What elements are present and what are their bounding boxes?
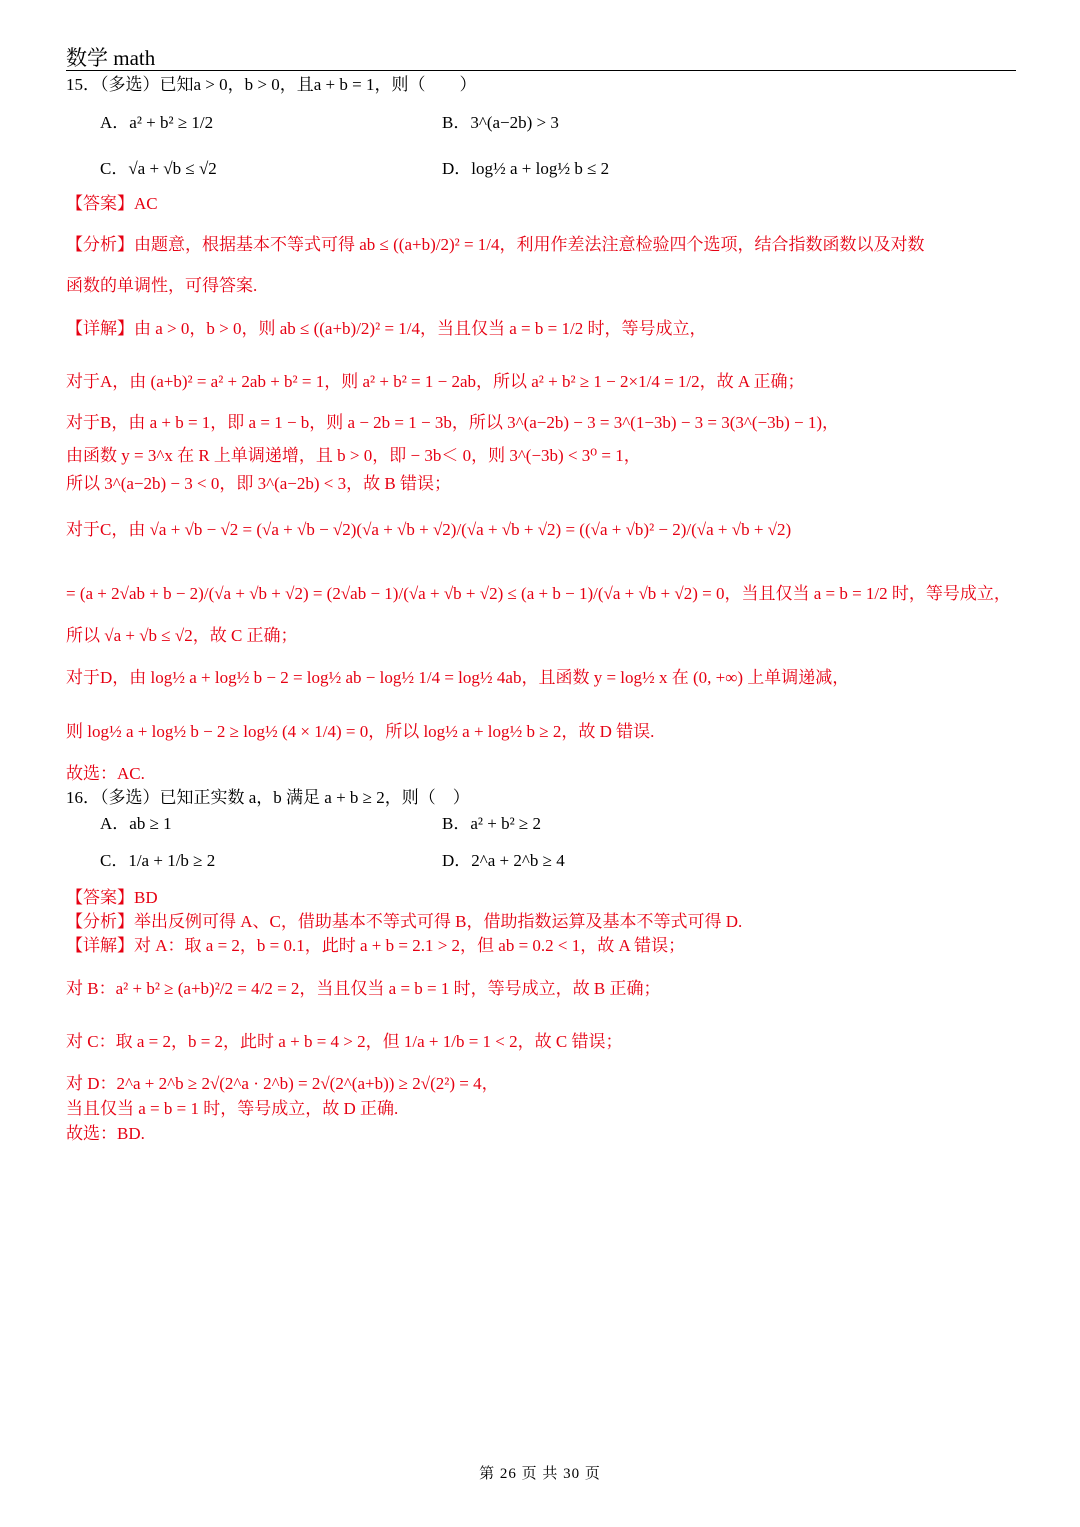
q16-detail-a: 【详解】对 A：取 a = 2，b = 0.1，此时 a + b = 2.1 > 2，但 ab = 0.2 < 1，故 A 错误；	[66, 936, 686, 955]
q15-detail-b2: 由函数 y = 3^x 在 R 上单调递增，且 b > 0，即 − 3b＜ 0，则 3^(−3b) < 3⁰ = 1，	[66, 446, 641, 465]
q15-option-d: D．log½ a + log½ b ≤ 2	[442, 159, 610, 178]
q15-detail-c1: 对于C，由 √a + √b − √2 = (√a + √b − √2)(√a + √b + √2)/(√a + √b + √2) = ((√a + √b)² − 2)/(√a + √b + √2)	[66, 520, 792, 539]
q16-analysis: 【分析】举出反例可得 A、C，借助基本不等式可得 B，借助指数运算及基本不等式可得 D.	[66, 912, 743, 931]
q16-detail-b: 对 B：a² + b² ≥ (a+b)²/2 = 4/2 = 2，当且仅当 a = b = 1 时，等号成立，故 B 正确；	[66, 979, 661, 998]
q16-option-b: B．a² + b² ≥ 2	[442, 814, 541, 833]
q16-option-d: D．2^a + 2^b ≥ 4	[442, 851, 565, 870]
q15-detail-c2: = (a + 2√ab + b − 2)/(√a + √b + √2) = (2√ab − 1)/(√a + √b + √2) ≤ (a + b − 1)/(√a + √b + √2) = 0，当且仅当 a = b = 1/2 时，等号成立，	[66, 584, 1011, 603]
q15-analysis: 【分析】由题意，根据基本不等式可得 ab ≤ ((a+b)/2)² = 1/4，利用作差法注意检验四个选项，结合指数函数以及对数	[66, 235, 925, 254]
q15-detail-d2: 则 log½ a + log½ b − 2 ≥ log½ (4 × 1/4) = 0，所以 log½ a + log½ b ≥ 2，故 D 错误.	[66, 722, 655, 741]
q15-detail-c3: 所以 √a + √b ≤ √2，故 C 正确；	[66, 626, 298, 645]
q16-choose: 故选：BD.	[66, 1124, 145, 1143]
q15-option-a: A．a² + b² ≥ 1/2	[100, 113, 214, 132]
q15-answer: 【答案】AC	[66, 194, 158, 213]
q15-analysis-cont: 函数的单调性，可得答案.	[66, 276, 258, 295]
q15-option-c: C．√a + √b ≤ √2	[100, 159, 217, 178]
q16-answer: 【答案】BD	[66, 888, 158, 907]
header-rule	[66, 70, 1016, 71]
q15-detail-a: 对于A，由 (a+b)² = a² + 2ab + b² = 1，则 a² + b² = 1 − 2ab，所以 a² + b² ≥ 1 − 2×1/4 = 1/2，故 A 正确；	[66, 372, 805, 391]
page-footer: 第 26 页 共 30 页	[479, 1466, 601, 1482]
q15-detail-d1: 对于D，由 log½ a + log½ b − 2 = log½ ab − log½ 1/4 = log½ 4ab，且函数 y = log½ x 在 (0, +∞) 上单调递减，	[66, 668, 850, 687]
q15-detail-b3: 所以 3^(a−2b) − 3 < 0，即 3^(a−2b) < 3，故 B 错误；	[66, 474, 451, 493]
q16-detail-d: 对 D：2^a + 2^b ≥ 2√(2^a · 2^b) = 2√(2^(a+b)) ≥ 2√(2²) = 4，	[66, 1074, 499, 1093]
page-header-title: 数学 math	[66, 46, 156, 70]
q16-detail-c: 对 C：取 a = 2，b = 2，此时 a + b = 4 > 2，但 1/a + 1/b = 1 < 2，故 C 错误；	[66, 1032, 623, 1051]
q15-choose: 故选：AC.	[66, 764, 145, 783]
q16-option-a: A．ab ≥ 1	[100, 814, 172, 833]
q15-stem: 15．（多选）已知a > 0，b > 0，且a + b = 1，则（ ）	[66, 75, 477, 94]
q16-option-c: C．1/a + 1/b ≥ 2	[100, 851, 216, 870]
q15-detail-b1: 对于B，由 a + b = 1，即 a = 1 − b，则 a − 2b = 1 − 3b，所以 3^(a−2b) − 3 = 3^(1−3b) − 3 = 3(3^(−3b) − 1)，	[66, 413, 840, 432]
q16-stem: 16．（多选）已知正实数 a，b 满足 a + b ≥ 2，则（ ）	[66, 788, 470, 807]
q15-option-b: B．3^(a−2b) > 3	[442, 113, 559, 132]
q15-detail-intro: 【详解】由 a > 0，b > 0，则 ab ≤ ((a+b)/2)² = 1/4，当且仅当 a = b = 1/2 时，等号成立，	[66, 319, 707, 338]
q16-detail-d-cont: 当且仅当 a = b = 1 时，等号成立，故 D 正确.	[66, 1099, 399, 1118]
